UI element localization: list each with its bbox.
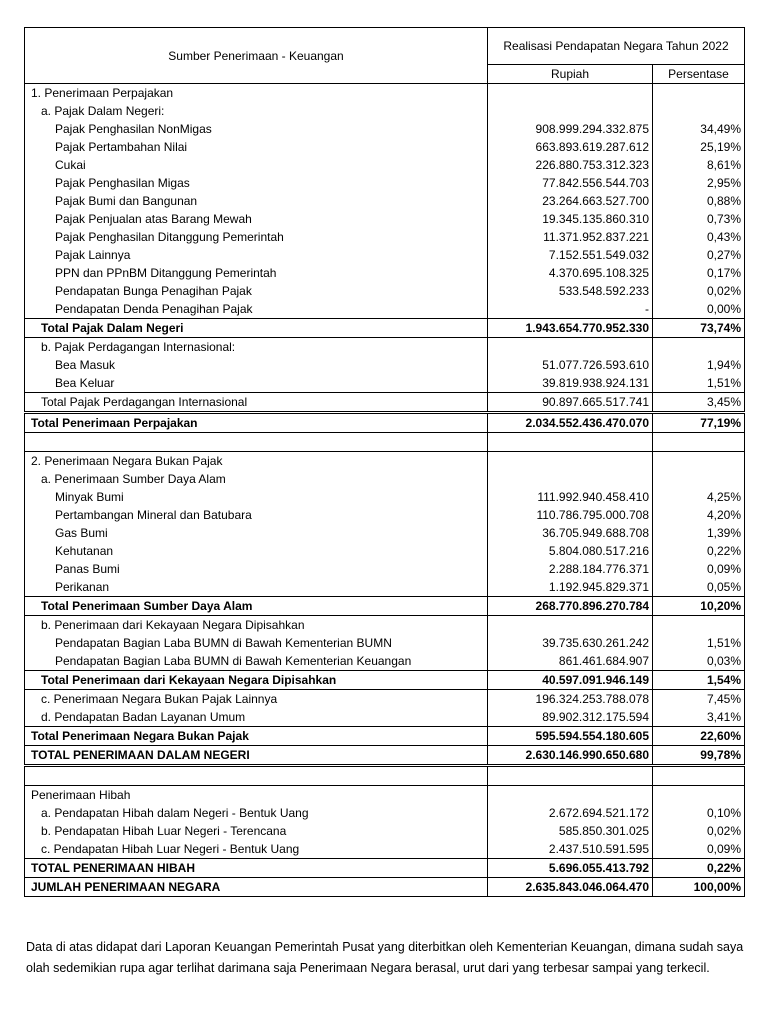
row-label: Pendapatan Bagian Laba BUMN di Bawah Kementerian BUMN <box>25 634 488 652</box>
row-rupiah <box>488 102 653 120</box>
row-label: Panas Bumi <box>25 560 488 578</box>
row-percent: 1,54% <box>653 671 745 690</box>
row-label: Pertambangan Mineral dan Batubara <box>25 506 488 524</box>
header-realization: Realisasi Pendapatan Negara Tahun 2022 <box>488 28 745 65</box>
row-percent: 25,19% <box>653 138 745 156</box>
row-percent: 4,20% <box>653 506 745 524</box>
table-row <box>25 138 745 156</box>
row-rupiah: 595.594.554.180.605 <box>488 727 653 746</box>
table-row <box>25 822 745 840</box>
table-row <box>25 433 745 452</box>
row-rupiah <box>488 338 653 357</box>
table-row <box>25 192 745 210</box>
row-percent: 0,73% <box>653 210 745 228</box>
row-percent: 7,45% <box>653 690 745 709</box>
row-rupiah <box>488 84 653 103</box>
row-rupiah: 40.597.091.946.149 <box>488 671 653 690</box>
row-label: Gas Bumi <box>25 524 488 542</box>
row-percent <box>653 102 745 120</box>
row-label: PPN dan PPnBM Ditanggung Pemerintah <box>25 264 488 282</box>
table-row <box>25 488 745 506</box>
row-rupiah: 51.077.726.593.610 <box>488 356 653 374</box>
table-row <box>25 413 745 433</box>
table-row <box>25 578 745 597</box>
row-rupiah: 5.804.080.517.216 <box>488 542 653 560</box>
row-rupiah: 1.943.654.770.952.330 <box>488 319 653 338</box>
row-label: a. Pajak Dalam Negeri: <box>25 102 488 120</box>
row-percent: 0,27% <box>653 246 745 264</box>
table-row <box>25 356 745 374</box>
row-percent: 1,51% <box>653 374 745 393</box>
table-row <box>25 338 745 357</box>
table-row <box>25 560 745 578</box>
row-rupiah: 226.880.753.312.323 <box>488 156 653 174</box>
row-percent: 0,02% <box>653 822 745 840</box>
table-row <box>25 246 745 264</box>
row-label: Total Penerimaan Sumber Daya Alam <box>25 597 488 616</box>
row-rupiah <box>488 766 653 786</box>
row-rupiah: 2.288.184.776.371 <box>488 560 653 578</box>
row-rupiah: 39.819.938.924.131 <box>488 374 653 393</box>
row-label: Pajak Penjualan atas Barang Mewah <box>25 210 488 228</box>
row-rupiah: 2.437.510.591.595 <box>488 840 653 859</box>
row-rupiah: 2.630.146.990.650.680 <box>488 746 653 766</box>
row-rupiah <box>488 786 653 805</box>
row-percent: 0,09% <box>653 560 745 578</box>
table-row <box>25 671 745 690</box>
row-percent <box>653 470 745 488</box>
row-label: 1. Penerimaan Perpajakan <box>25 84 488 103</box>
row-label: d. Pendapatan Badan Layanan Umum <box>25 708 488 727</box>
table-row <box>25 878 745 897</box>
table-row <box>25 597 745 616</box>
row-label: b. Pajak Perdagangan Internasional: <box>25 338 488 357</box>
row-label: Pendapatan Bagian Laba BUMN di Bawah Kementerian Keuangan <box>25 652 488 671</box>
footnote: Data di atas didapat dari Laporan Keuangan Pemerintah Pusat yang diterbitkan oleh Kementerian Keuangan, dimana sudah saya olah sedemikian rupa agar terlihat darimana saja Penerimaan Negara berasal, urut dari yang terbesar sampai yang terkecil. <box>26 940 744 975</box>
row-label: Penerimaan Hibah <box>25 786 488 805</box>
row-rupiah: 4.370.695.108.325 <box>488 264 653 282</box>
row-rupiah <box>488 433 653 452</box>
row-percent: 0,00% <box>653 300 745 319</box>
row-label: Pajak Lainnya <box>25 246 488 264</box>
row-percent: 1,94% <box>653 356 745 374</box>
table-row <box>25 156 745 174</box>
row-label: c. Penerimaan Negara Bukan Pajak Lainnya <box>25 690 488 709</box>
table-row <box>25 264 745 282</box>
row-rupiah <box>488 452 653 471</box>
row-percent: 73,74% <box>653 319 745 338</box>
row-label: Total Penerimaan Negara Bukan Pajak <box>25 727 488 746</box>
row-rupiah: 110.786.795.000.708 <box>488 506 653 524</box>
header-percent: Persentase <box>653 65 745 84</box>
row-label: Total Penerimaan Perpajakan <box>25 413 488 433</box>
table-row <box>25 452 745 471</box>
row-rupiah: 908.999.294.332.875 <box>488 120 653 138</box>
table-row <box>25 300 745 319</box>
row-label: Pajak Penghasilan NonMigas <box>25 120 488 138</box>
row-percent: 2,95% <box>653 174 745 192</box>
row-percent: 0,05% <box>653 578 745 597</box>
row-percent: 0,03% <box>653 652 745 671</box>
table-row <box>25 786 745 805</box>
row-percent: 34,49% <box>653 120 745 138</box>
row-label: Minyak Bumi <box>25 488 488 506</box>
row-label: Pendapatan Denda Penagihan Pajak <box>25 300 488 319</box>
table-row <box>25 634 745 652</box>
row-percent: 0,02% <box>653 282 745 300</box>
row-rupiah: 268.770.896.270.784 <box>488 597 653 616</box>
row-label: Pajak Bumi dan Bangunan <box>25 192 488 210</box>
row-rupiah: 7.152.551.549.032 <box>488 246 653 264</box>
row-label: Cukai <box>25 156 488 174</box>
header-source: Sumber Penerimaan - Keuangan <box>25 28 488 84</box>
row-percent: 100,00% <box>653 878 745 897</box>
row-label: Bea Keluar <box>25 374 488 393</box>
row-label <box>25 766 488 786</box>
row-rupiah: 2.672.694.521.172 <box>488 804 653 822</box>
row-percent: 22,60% <box>653 727 745 746</box>
row-label: Pendapatan Bunga Penagihan Pajak <box>25 282 488 300</box>
table-row <box>25 102 745 120</box>
row-label: Pajak Penghasilan Migas <box>25 174 488 192</box>
row-label: Pajak Pertambahan Nilai <box>25 138 488 156</box>
table-row <box>25 840 745 859</box>
table-row <box>25 228 745 246</box>
table-row <box>25 542 745 560</box>
row-percent: 99,78% <box>653 746 745 766</box>
row-percent <box>653 84 745 103</box>
row-percent: 4,25% <box>653 488 745 506</box>
table-row <box>25 804 745 822</box>
table-row <box>25 120 745 138</box>
row-rupiah: 585.850.301.025 <box>488 822 653 840</box>
row-rupiah <box>488 616 653 635</box>
row-label: Total Pajak Perdagangan Internasional <box>25 393 488 413</box>
row-percent: 10,20% <box>653 597 745 616</box>
row-label: a. Penerimaan Sumber Daya Alam <box>25 470 488 488</box>
table-row <box>25 727 745 746</box>
row-label: 2. Penerimaan Negara Bukan Pajak <box>25 452 488 471</box>
row-label: Total Pajak Dalam Negeri <box>25 319 488 338</box>
row-rupiah: 77.842.556.544.703 <box>488 174 653 192</box>
row-percent: 1,39% <box>653 524 745 542</box>
row-percent: 0,22% <box>653 859 745 878</box>
table-row <box>25 393 745 413</box>
row-label <box>25 433 488 452</box>
row-percent <box>653 616 745 635</box>
table-row <box>25 652 745 671</box>
row-label: Total Penerimaan dari Kekayaan Negara Dipisahkan <box>25 671 488 690</box>
table-row <box>25 319 745 338</box>
row-percent: 0,17% <box>653 264 745 282</box>
row-rupiah: 533.548.592.233 <box>488 282 653 300</box>
row-rupiah: 111.992.940.458.410 <box>488 488 653 506</box>
row-rupiah: 23.264.663.527.700 <box>488 192 653 210</box>
table-row <box>25 524 745 542</box>
row-percent <box>653 338 745 357</box>
row-percent: 0,43% <box>653 228 745 246</box>
row-rupiah: 19.345.135.860.310 <box>488 210 653 228</box>
row-rupiah: 1.192.945.829.371 <box>488 578 653 597</box>
table-row <box>25 746 745 766</box>
row-rupiah: 196.324.253.788.078 <box>488 690 653 709</box>
row-rupiah: 5.696.055.413.792 <box>488 859 653 878</box>
row-percent: 0,09% <box>653 840 745 859</box>
row-rupiah: 11.371.952.837.221 <box>488 228 653 246</box>
row-percent: 0,88% <box>653 192 745 210</box>
row-percent <box>653 766 745 786</box>
row-rupiah: 663.893.619.287.612 <box>488 138 653 156</box>
row-rupiah: 36.705.949.688.708 <box>488 524 653 542</box>
row-label: Kehutanan <box>25 542 488 560</box>
table-row <box>25 470 745 488</box>
row-label: b. Penerimaan dari Kekayaan Negara Dipisahkan <box>25 616 488 635</box>
row-label: Perikanan <box>25 578 488 597</box>
row-rupiah: 39.735.630.261.242 <box>488 634 653 652</box>
row-label: b. Pendapatan Hibah Luar Negeri - Terencana <box>25 822 488 840</box>
header-rupiah: Rupiah <box>488 65 653 84</box>
row-percent <box>653 786 745 805</box>
row-label: Pajak Penghasilan Ditanggung Pemerintah <box>25 228 488 246</box>
row-percent: 3,41% <box>653 708 745 727</box>
row-percent: 3,45% <box>653 393 745 413</box>
table-row <box>25 174 745 192</box>
row-rupiah <box>488 470 653 488</box>
table-row <box>25 506 745 524</box>
table-body <box>25 84 745 897</box>
row-rupiah: 90.897.665.517.741 <box>488 393 653 413</box>
row-percent: 8,61% <box>653 156 745 174</box>
table-row <box>25 859 745 878</box>
row-label: JUMLAH PENERIMAAN NEGARA <box>25 878 488 897</box>
row-rupiah: 2.034.552.436.470.070 <box>488 413 653 433</box>
row-rupiah: 861.461.684.907 <box>488 652 653 671</box>
table-row <box>25 616 745 635</box>
row-percent <box>653 433 745 452</box>
row-percent: 0,22% <box>653 542 745 560</box>
table-row <box>25 708 745 727</box>
row-rupiah: 2.635.843.046.064.470 <box>488 878 653 897</box>
row-percent: 1,51% <box>653 634 745 652</box>
table-row <box>25 374 745 393</box>
row-rupiah: 89.902.312.175.594 <box>488 708 653 727</box>
row-label: TOTAL PENERIMAAN HIBAH <box>25 859 488 878</box>
row-label: a. Pendapatan Hibah dalam Negeri - Bentuk Uang <box>25 804 488 822</box>
table-row <box>25 210 745 228</box>
table-row <box>25 690 745 709</box>
row-percent: 0,10% <box>653 804 745 822</box>
row-percent <box>653 452 745 471</box>
row-label: c. Pendapatan Hibah Luar Negeri - Bentuk Uang <box>25 840 488 859</box>
revenue-table <box>24 27 745 897</box>
table-row <box>25 282 745 300</box>
row-rupiah: - <box>488 300 653 319</box>
table-row <box>25 766 745 786</box>
table-row <box>25 84 745 103</box>
row-label: TOTAL PENERIMAAN DALAM NEGERI <box>25 746 488 766</box>
row-label: Bea Masuk <box>25 356 488 374</box>
row-percent: 77,19% <box>653 413 745 433</box>
